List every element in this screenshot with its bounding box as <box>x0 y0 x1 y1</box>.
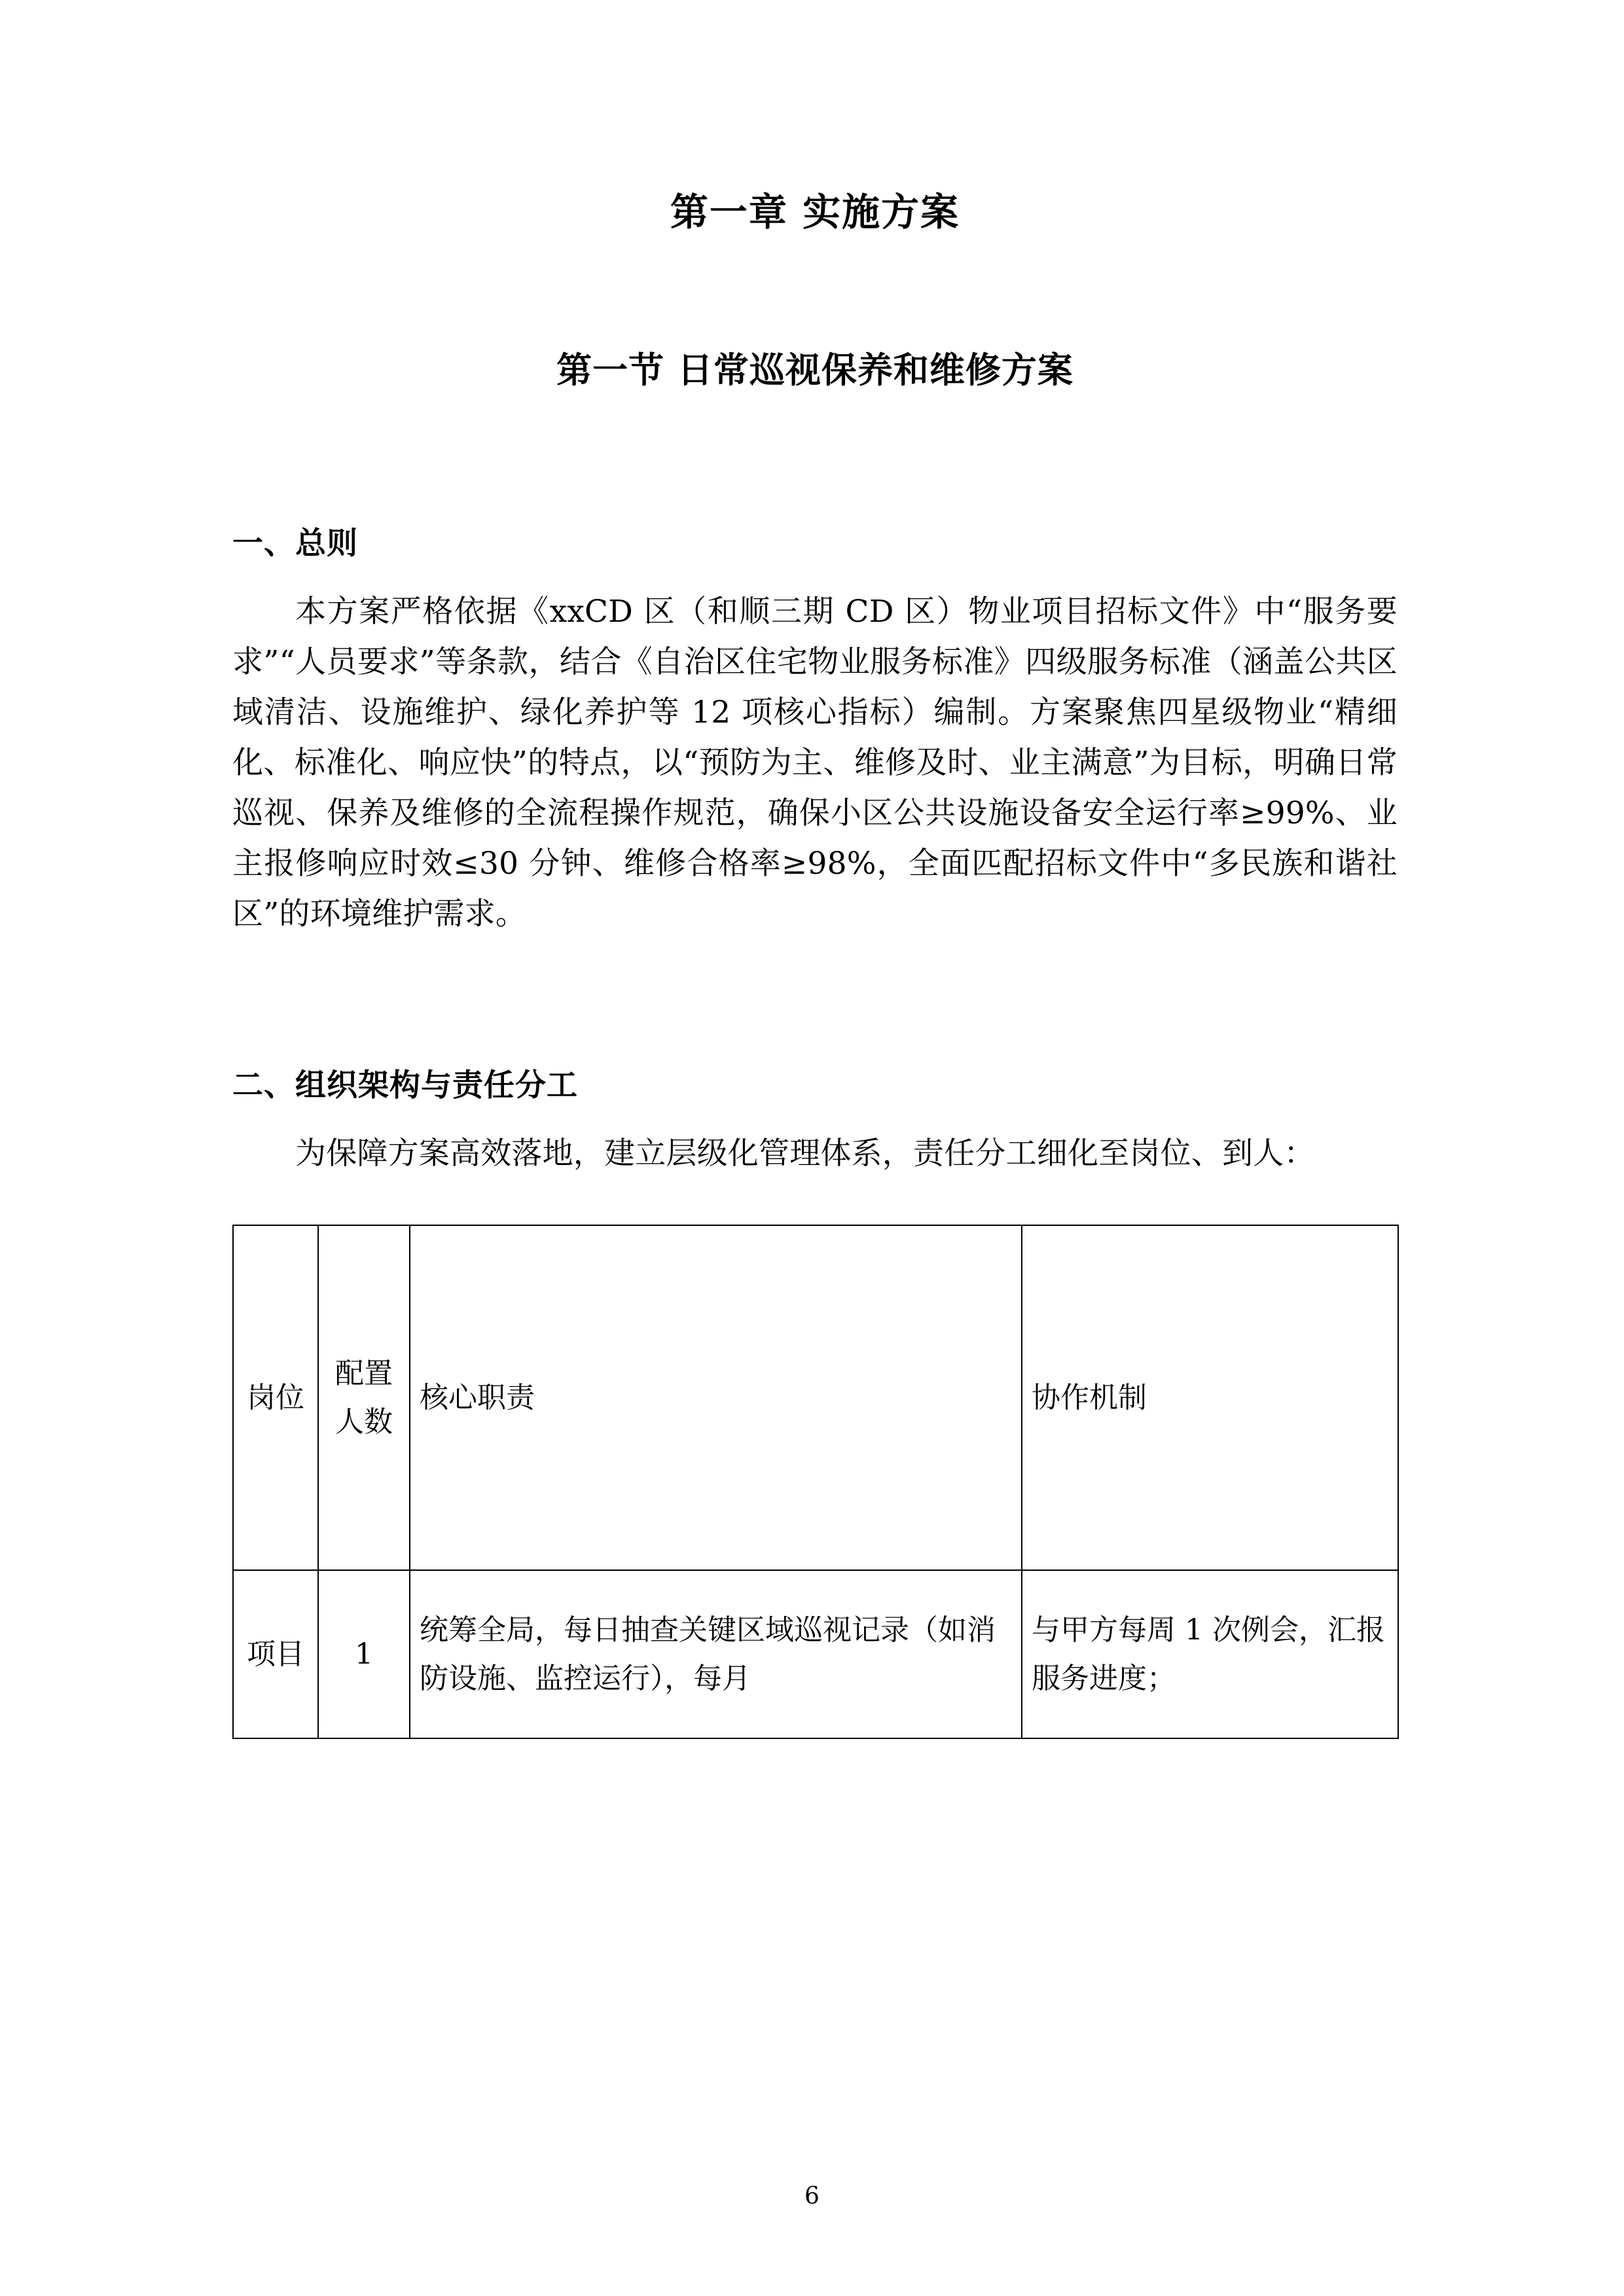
table-header-coop: 协作机制 <box>1022 1225 1398 1570</box>
page-content <box>232 0 1398 1739</box>
paragraph-organization: 为保障方案高效落地，建立层级化管理体系，责任分工细化至岗位、到人： <box>295 1136 1315 1172</box>
table-header-count: 配置人数 <box>318 1225 410 1570</box>
table-cell-count: 1 <box>318 1570 410 1738</box>
table-header-row <box>233 1225 1398 1570</box>
table-cell-duty: 统筹全局，每日抽查关键区域巡视记录（如消防设施、监控运行），每月 <box>410 1570 1022 1738</box>
table-row <box>233 1570 1398 1738</box>
page-number: 6 <box>804 2183 820 2210</box>
org-table-wrapper <box>232 1179 1398 1739</box>
organization-responsibility-table <box>232 1225 1399 1739</box>
section-title: 第一节 日常巡视保养和维修方案 <box>556 349 1074 391</box>
table-header-duty: 核心职责 <box>410 1225 1022 1570</box>
chapter-title: 第一章 实施方案 <box>670 190 960 234</box>
subsection-heading-general-principles: 一、总则 <box>232 526 358 562</box>
table-cell-post: 项目 <box>233 1570 318 1738</box>
paragraph-general-principles: 本方案严格依据《xxCD 区（和顺三期 CD 区）物业项目招标文件》中“服务要求”“人员要求”等条款，结合《自治区住宅物业服务标准》四级服务标准（涵盖公共区域清洁、设施维护、绿化养护等 12 项核心指标）编制。方案聚焦四星级物业“精细化、标准化、响应快”的特点，以“预防为主、维修及时、业主满意”为目标，明确日常巡视、保养及维修的全流程操作规范，确保小区公共设施设备安全运行率≥99%、业主报修响应时效≤30 分钟、维修合格率≥98%，全面匹配招标文件中“多民族和谐社区”的环境维护需求。 <box>232 594 1398 932</box>
table-header-post: 岗位 <box>233 1225 318 1570</box>
table-cell-coop: 与甲方每周 1 次例会，汇报服务进度； <box>1022 1570 1398 1738</box>
subsection-heading-organization: 二、组织架构与责任分工 <box>232 1067 578 1103</box>
